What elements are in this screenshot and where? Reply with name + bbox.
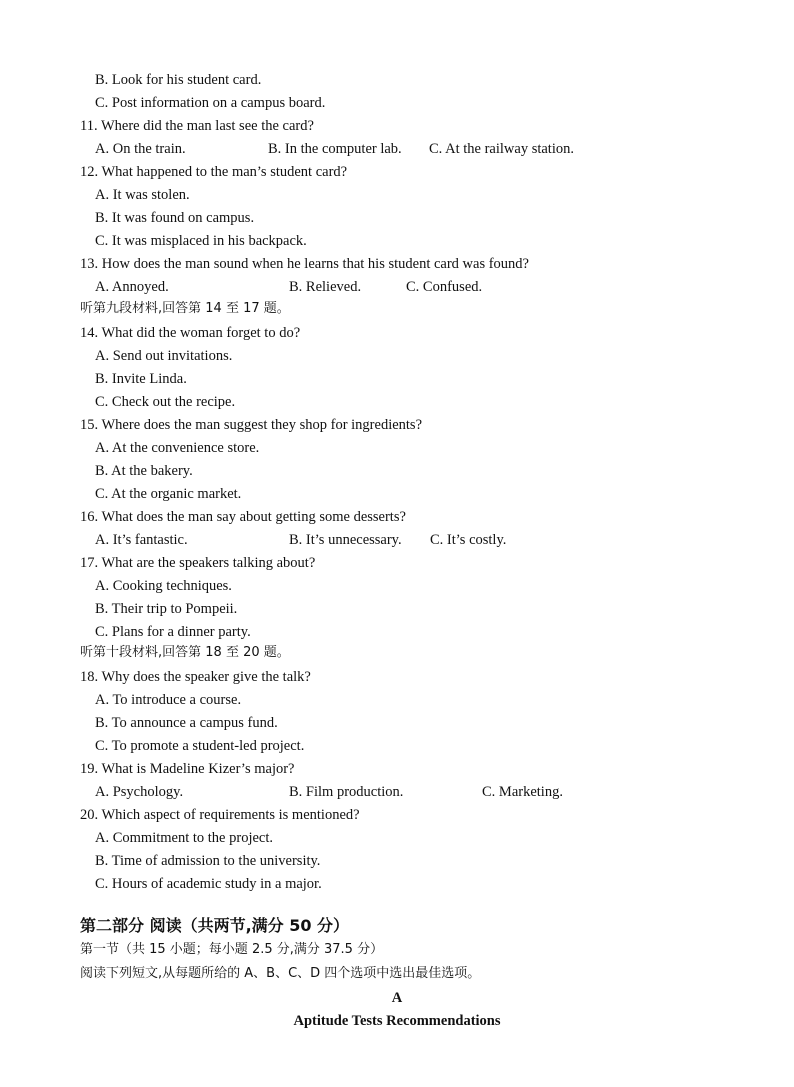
q17-stem: 17. What are the speakers talking about? [80,555,316,571]
q16-stem: 16. What does the man say about getting some desserts? [80,509,406,525]
q12-option-a: A. It was stolen. [95,187,190,203]
q14-stem: 14. What did the woman forget to do? [80,325,301,341]
q15-option-c: C. At the organic market. [95,486,242,502]
q11-option-b: B. In the computer lab. [268,141,402,157]
q12-option-b: B. It was found on campus. [95,210,255,226]
q19-option-b: B. Film production. [289,784,404,800]
q20-option-b: B. Time of admission to the university. [95,853,321,869]
q19-option-c: C. Marketing. [482,784,563,800]
reading-instruction: 阅读下列短文,从每题所给的 A、B、C、D 四个选项中选出最佳选项。 [80,966,481,981]
q15-option-a: A. At the convenience store. [95,440,260,456]
q15-stem: 15. Where does the man suggest they shop for ingredients? [80,417,423,433]
q16-option-b: B. It’s unnecessary. [289,532,402,548]
passage-label: A [391,990,403,1006]
q13-option-a: A. Annoyed. [95,279,169,295]
q15-option-b: B. At the bakery. [95,463,193,479]
q11-option-a: A. On the train. [95,141,186,157]
q14-option-c: C. Check out the recipe. [95,394,236,410]
q10-option-b: B. Look for his student card. [95,72,262,88]
q18-option-b: B. To announce a campus fund. [95,715,278,731]
q18-option-a: A. To introduce a course. [95,692,242,708]
q17-option-c: C. Plans for a dinner party. [95,624,251,640]
q18-stem: 18. Why does the speaker give the talk? [80,669,311,685]
q11-stem: 11. Where did the man last see the card? [80,118,314,134]
q20-option-a: A. Commitment to the project. [95,830,274,846]
section1-heading: 第一节（共 15 小题；每小题 2.5 分,满分 37.5 分） [80,942,384,957]
q18-option-c: C. To promote a student-led project. [95,738,305,754]
section10-instruction: 听第十段材料,回答第 18 至 20 题。 [80,645,290,660]
q20-stem: 20. Which aspect of requirements is mentioned? [80,807,360,823]
q13-option-c: C. Confused. [406,279,483,295]
part2-title: 第二部分 阅读（共两节,满分 50 分） [80,916,350,935]
q17-option-b: B. Their trip to Pompeii. [95,601,238,617]
q14-option-b: B. Invite Linda. [95,371,187,387]
q20-option-c: C. Hours of academic study in a major. [95,876,322,892]
passage-title: Aptitude Tests Recommendations [293,1013,501,1029]
q16-option-a: A. It’s fantastic. [95,532,188,548]
q10-option-c: C. Post information on a campus board. [95,95,326,111]
q19-stem: 19. What is Madeline Kizer’s major? [80,761,295,777]
q17-option-a: A. Cooking techniques. [95,578,232,594]
q13-option-b: B. Relieved. [289,279,362,295]
q12-option-c: C. It was misplaced in his backpack. [95,233,307,249]
q16-option-c: C. It’s costly. [430,532,507,548]
q13-stem: 13. How does the man sound when he learns that his student card was found? [80,256,529,272]
section9-instruction: 听第九段材料,回答第 14 至 17 题。 [80,301,290,316]
q19-option-a: A. Psychology. [95,784,184,800]
q12-stem: 12. What happened to the man’s student card? [80,164,348,180]
q14-option-a: A. Send out invitations. [95,348,233,364]
q11-option-c: C. At the railway station. [429,141,574,157]
